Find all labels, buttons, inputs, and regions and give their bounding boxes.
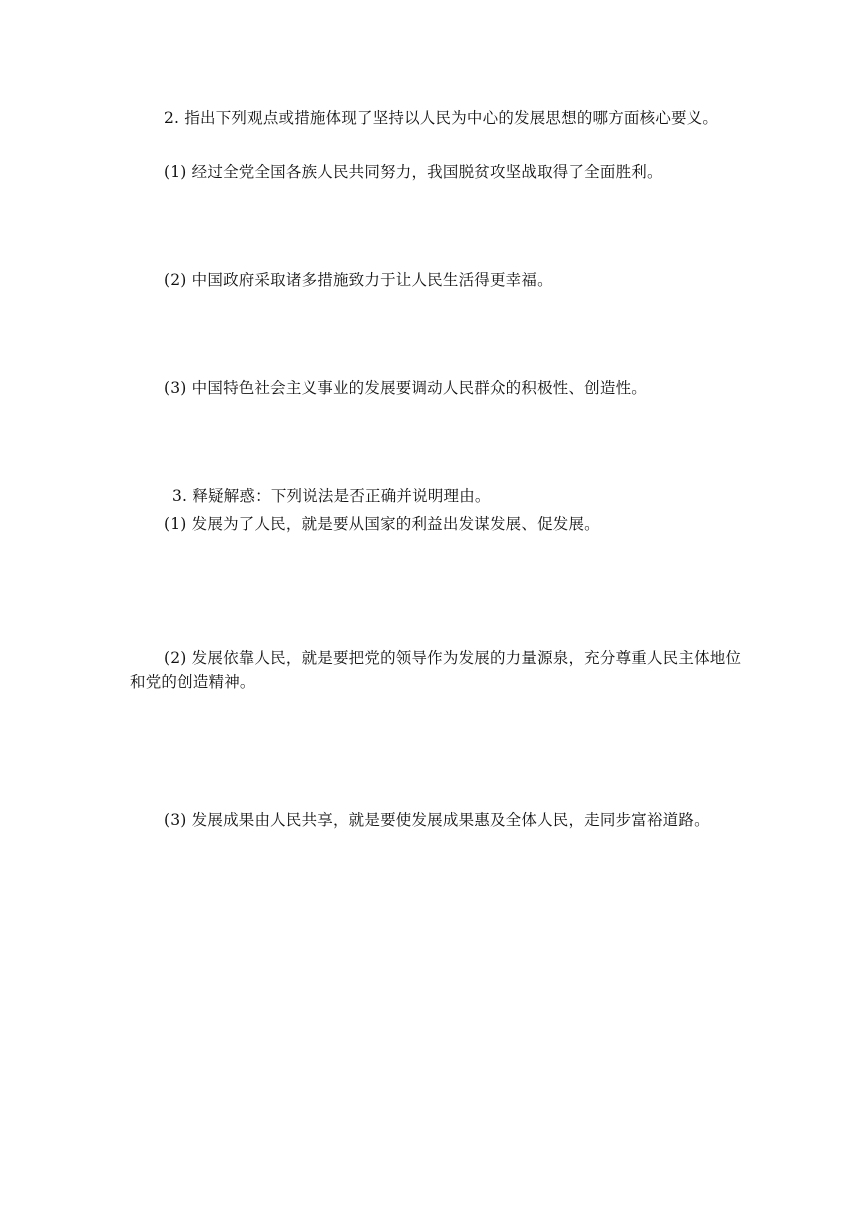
question-2-item-2: (2) 中国政府采取诸多措施致力于让人民生活得更幸福。 [164, 271, 553, 289]
question-3-item-1: (1) 发展为了人民，就是要从国家的利益出发谋发展、促发展。 [164, 515, 600, 533]
question-2-item-1: (1) 经过全党全国各族人民共同努力，我国脱贫攻坚战取得了全面胜利。 [164, 163, 663, 181]
question-2-title: 2. 指出下列观点或措施体现了坚持以人民为中心的发展思想的哪方面核心要义。 [164, 109, 719, 127]
question-3-item-3: (3) 发展成果由人民共享，就是要使发展成果惠及全体人民，走同步富裕道路。 [164, 811, 710, 829]
question-2-item-3: (3) 中国特色社会主义事业的发展要调动人民群众的积极性、创造性。 [164, 379, 647, 397]
question-3-item-2: (2) 发展依靠人民，就是要把党的领导作为发展的力量源泉，充分尊重人民主体地位和党的创造精神。 [130, 649, 742, 691]
question-3-title: 3. 释疑解惑：下列说法是否正确并说明理由。 [172, 487, 491, 505]
